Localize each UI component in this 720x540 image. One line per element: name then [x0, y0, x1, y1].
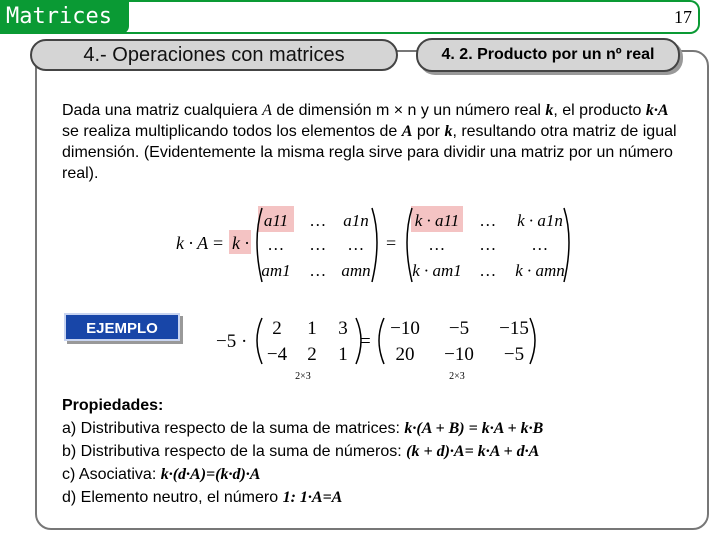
matrix-cell: −15: [499, 318, 529, 339]
intro-scalar-symbol: k: [444, 123, 453, 140]
matrix-cell: …: [429, 235, 445, 254]
matrix-cell: −5: [503, 344, 525, 365]
matrix-cell: k · a1n: [517, 211, 563, 230]
matrix-cell: …: [532, 235, 548, 254]
intro-text: , el producto: [553, 102, 646, 119]
property-a: [62, 417, 702, 440]
matrix-cell: 1: [307, 318, 317, 339]
matrix-cell: 1: [338, 344, 348, 365]
intro-text: por: [412, 123, 445, 140]
matrix-cell: …: [268, 235, 284, 254]
matrix-cell: k · a11: [414, 211, 460, 230]
intro-text: Dada una matriz cualquiera: [62, 102, 263, 119]
intro-matrix-symbol: A: [262, 102, 272, 119]
property-b: [62, 440, 702, 463]
matrix-cell: …: [480, 211, 496, 230]
matrix-cell: 2: [272, 318, 282, 339]
property-formula: (k + d)·A= k·A + d·A: [406, 443, 540, 460]
example-scalar: −5 ·: [216, 331, 248, 352]
matrix-cell: −5: [448, 318, 470, 339]
property-text: b) Distributiva respecto de la suma de números:: [62, 443, 407, 460]
matrix-cell: −10: [444, 344, 474, 365]
property-formula: k·(A + B) = k·A + k·B: [404, 420, 544, 437]
bracket-left: [257, 318, 262, 364]
intro-product-symbol: k·A: [645, 102, 669, 119]
intro-matrix-symbol: A: [401, 123, 413, 140]
matrix-cell: …: [310, 211, 326, 230]
matrix-cell: −4: [266, 344, 288, 365]
intro-text: de dimensión m × n y un número real: [271, 102, 546, 119]
matrix-cell: am1: [261, 261, 291, 280]
matrix-cell: amn: [341, 261, 371, 280]
property-d: [62, 486, 702, 509]
matrix-cell: k · am1: [412, 261, 462, 280]
intro-scalar-symbol: k: [545, 102, 554, 119]
matrix-cell: a11: [263, 211, 289, 230]
properties-section: [62, 394, 702, 509]
property-formula: k·(d·A)=(k·d)·A: [160, 466, 261, 483]
formula-equals: =: [386, 233, 397, 253]
formula-equals: =: [213, 233, 224, 253]
property-text: a) Distributiva respecto de la suma de matrices:: [62, 420, 405, 437]
matrix-cell: 20: [395, 344, 415, 365]
property-c: [62, 463, 702, 486]
bracket-right: [530, 318, 535, 364]
property-text: d) Elemento neutro, el número: [62, 489, 283, 506]
matrix-cell: a1n: [343, 211, 369, 230]
app-title: Matrices: [0, 0, 129, 34]
matrix-cell: …: [348, 235, 364, 254]
matrix-cell: …: [310, 235, 326, 254]
section-title: 4.- Operaciones con matrices: [30, 39, 398, 71]
formula-scalar: k ·: [232, 233, 249, 253]
formula-lhs: k · A: [176, 233, 209, 253]
dimension-label: 2×3: [295, 371, 311, 382]
bracket-right: [356, 318, 361, 364]
bracket-right: [372, 208, 377, 282]
matrix-cell: 3: [338, 318, 348, 339]
example-equals: =: [360, 331, 371, 352]
matrix-cell: …: [480, 261, 496, 280]
matrix-cell: …: [480, 235, 496, 254]
matrix-cell: 2: [307, 344, 317, 365]
intro-text: se realiza multiplicando todos los elementos de: [62, 123, 402, 140]
page-number: 17: [674, 7, 692, 27]
property-formula: 1: 1·A=A: [282, 489, 343, 506]
intro-text: , resultando otra matriz de igual dimensión. (Evidentemente la misma regla sirve para dividir una matriz por un número real).: [62, 123, 677, 182]
matrix-cell: k · amn: [515, 261, 565, 280]
matrix-cell: −10: [390, 318, 420, 339]
subsection-title: 4. 2. Producto por un nº real: [416, 38, 680, 72]
dimension-label: 2×3: [449, 371, 465, 382]
property-text: c) Asociativa:: [62, 466, 161, 483]
properties-title: Propiedades:: [62, 397, 164, 414]
bracket-left: [379, 318, 384, 364]
matrix-cell: …: [310, 261, 326, 280]
example-label: EJEMPLO: [64, 313, 180, 341]
